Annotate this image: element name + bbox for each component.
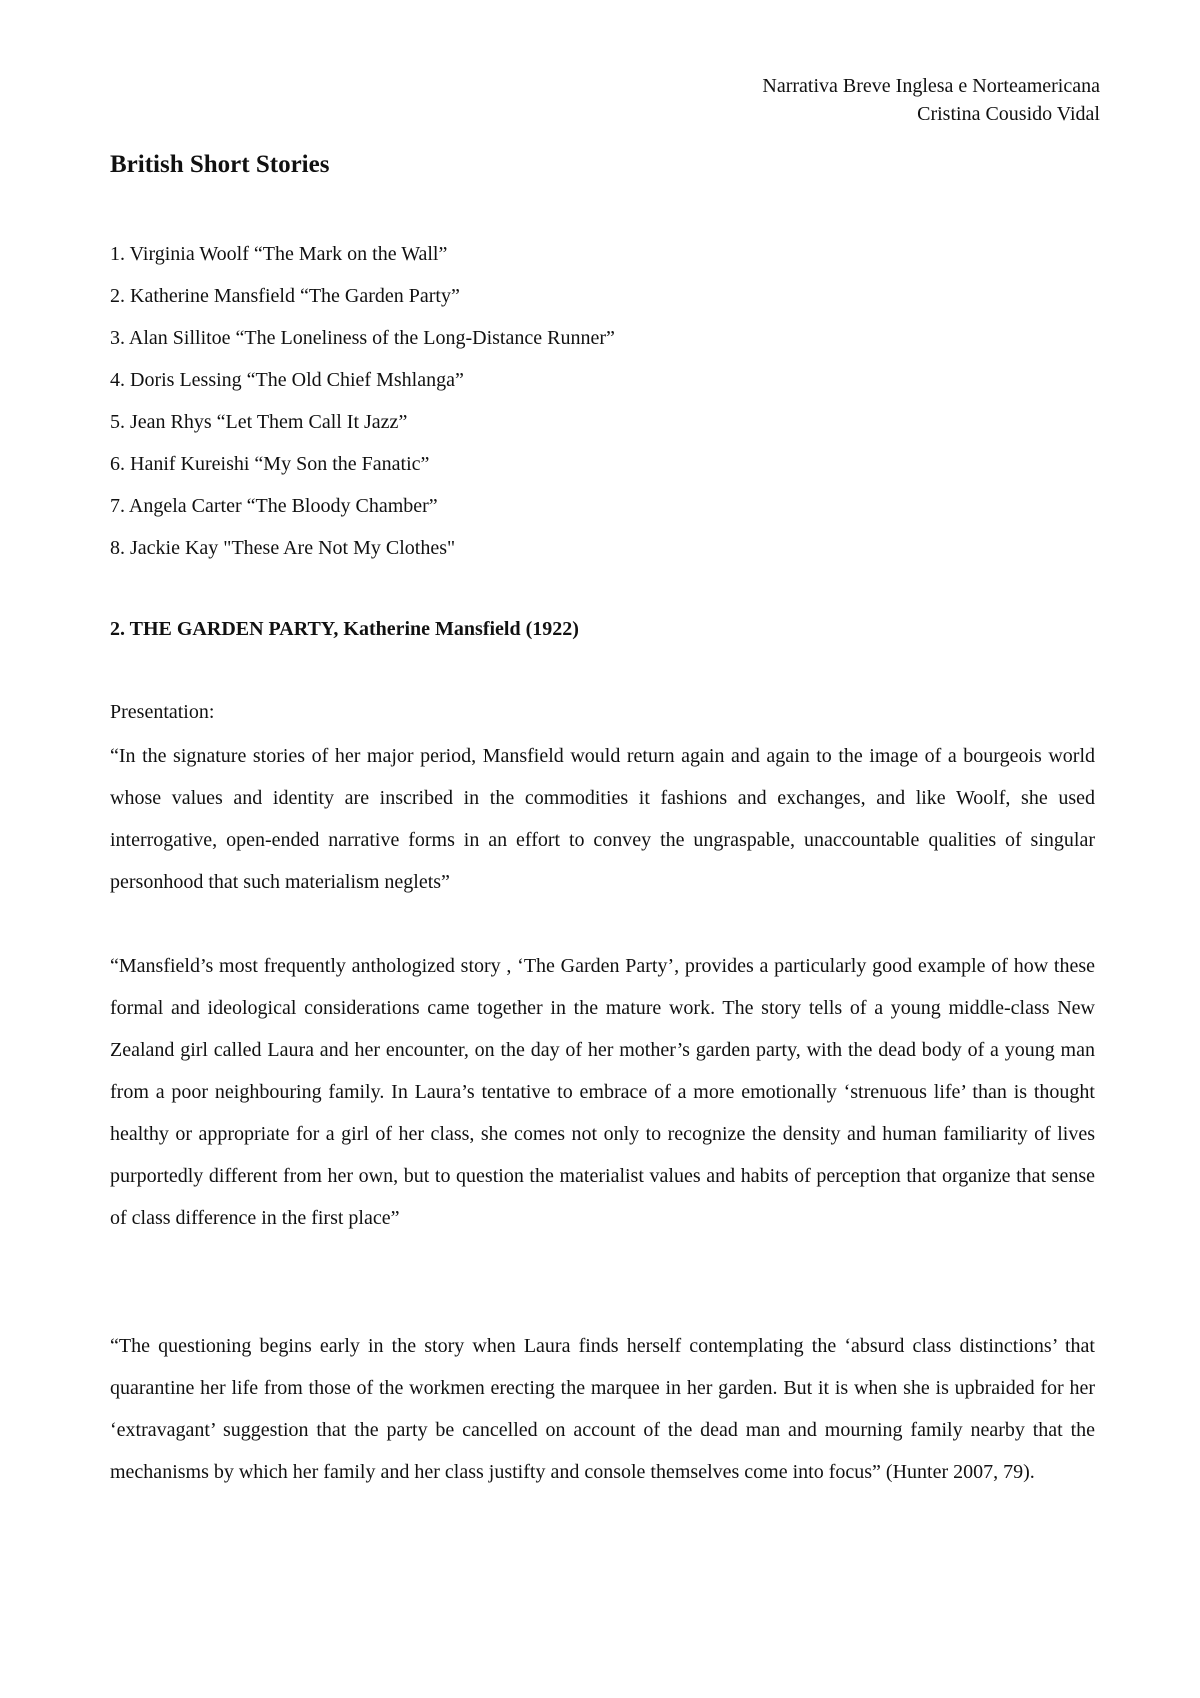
list-item: 8. Jackie Kay "These Are Not My Clothes": [110, 537, 456, 559]
quote-paragraph-1: [110, 735, 1095, 903]
list-item: 1. Virginia Woolf “The Mark on the Wall”: [110, 243, 448, 265]
section-heading: 2. THE GARDEN PARTY, Katherine Mansfield (1922): [110, 618, 579, 640]
quote-paragraph-2: [110, 945, 1095, 1239]
paragraph-text: “The questioning begins early in the story when Laura finds herself contemplating the ‘absurd class distinctions’ that quarantine her life from those of the workmen erecting the marquee in her garden. But it is when she is upbraided for her ‘extravagant’ suggestion that the party be cancelled on account of the dead man and mourning family nearby that the mechanisms by which her family and her class justifty and console themselves come into focus” (Hunter 2007, 79).: [110, 1335, 1095, 1483]
list-item: 3. Alan Sillitoe “The Loneliness of the Long-Distance Runner”: [110, 327, 615, 349]
quote-paragraph-3: [110, 1325, 1095, 1493]
list-item: 2. Katherine Mansfield “The Garden Party”: [110, 285, 460, 307]
list-item: 5. Jean Rhys “Let Them Call It Jazz”: [110, 411, 408, 433]
list-item: 6. Hanif Kureishi “My Son the Fanatic”: [110, 453, 430, 475]
author-name: Cristina Cousido Vidal: [917, 103, 1100, 125]
paragraph-text: “Mansfield’s most frequently anthologized story , ‘The Garden Party’, provides a particularly good example of how these formal and ideological considerations came together in the mature work. The story tells of a young middle-class New Zealand girl called Laura and her encounter, on the day of her mother’s garden party, with the dead body of a young man from a poor neighbouring family. In Laura’s tentative to embrace of a more emotionally ‘strenuous life’ than is thought healthy or appropriate for a girl of her class, she comes not only to recognize the density and human familiarity of lives purportedly different from her own, but to question the materialist values and habits of perception that organize that sense of class difference in the first place”: [110, 955, 1095, 1229]
page-header: [762, 72, 1100, 128]
paragraph-text: “In the signature stories of her major period, Mansfield would return again and again to the image of a bourgeois world whose values and identity are inscribed in the commodities it fashions and exchanges, and like Woolf, she used interrogative, open-ended narrative forms in an effort to convey the ungraspable, unaccountable qualities of singular personhood that such materialism neglets”: [110, 745, 1095, 893]
page-title: British Short Stories: [110, 151, 330, 178]
list-item: 4. Doris Lessing “The Old Chief Mshlanga”: [110, 369, 464, 391]
story-list: [110, 233, 615, 569]
presentation-label: Presentation:: [110, 701, 215, 723]
course-name: Narrativa Breve Inglesa e Norteamericana: [762, 75, 1100, 97]
list-item: 7. Angela Carter “The Bloody Chamber”: [110, 495, 438, 517]
